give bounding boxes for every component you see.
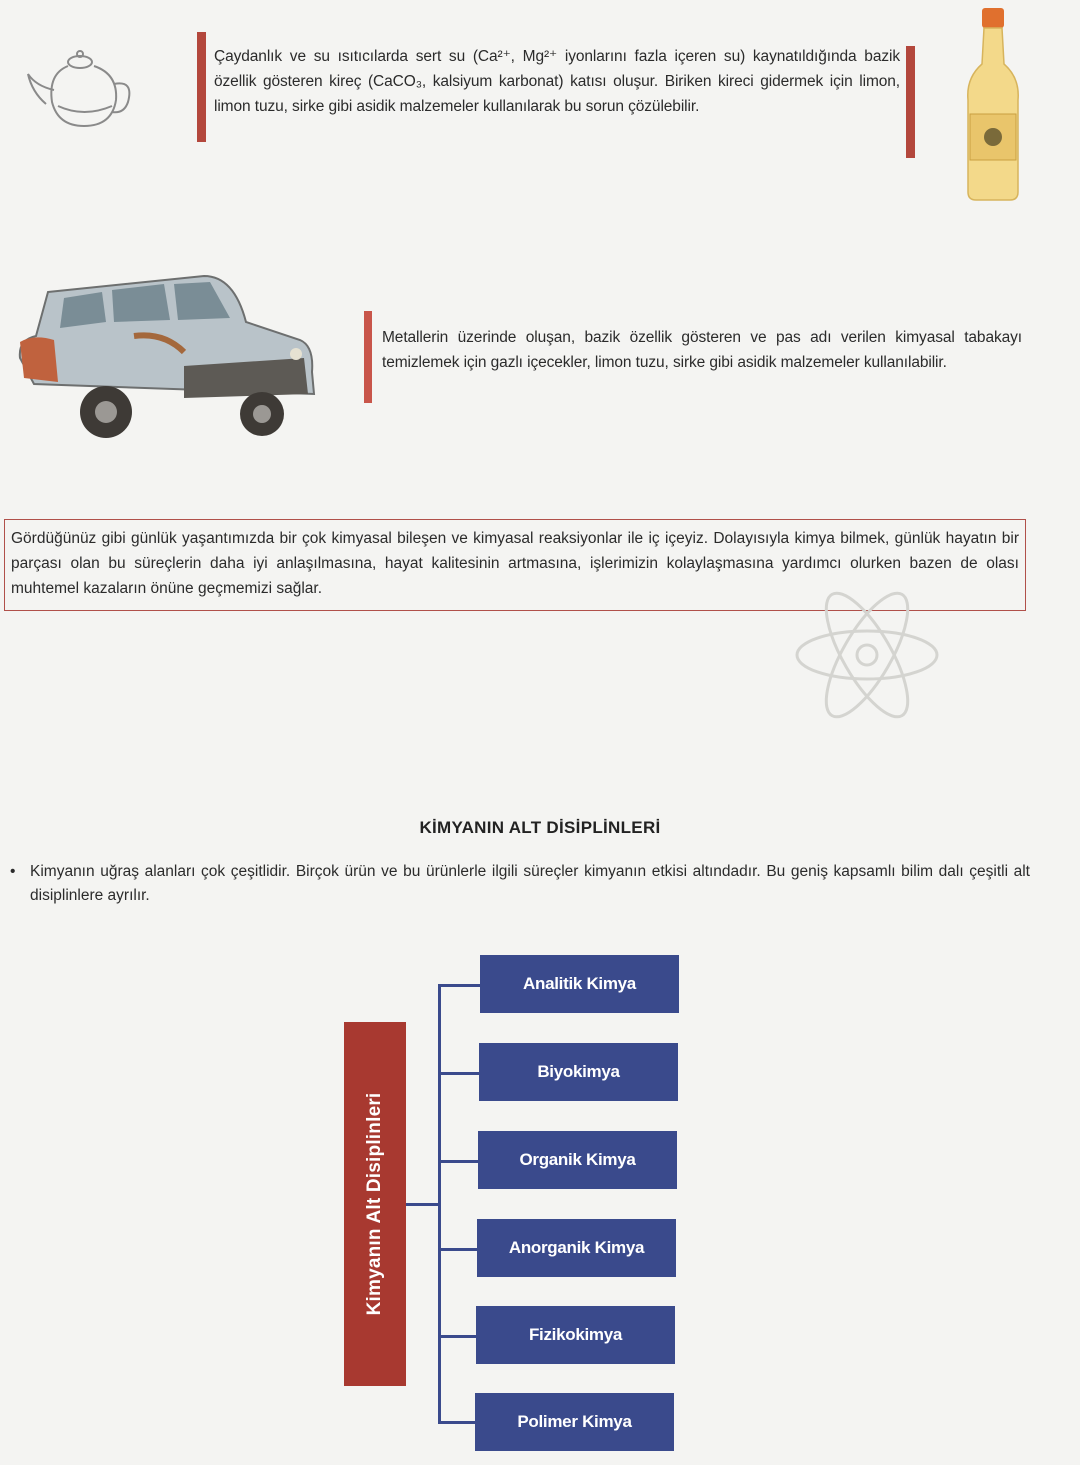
diagram-branch-line [438,984,480,987]
atom-watermark-icon [792,570,942,740]
diagram-branch-line [438,1160,480,1163]
diagram-node-biyokimya: Biyokimya [479,1043,678,1101]
diagram-connector-horizontal [406,1203,440,1206]
section-intro [10,860,1030,908]
diagram-connector-vertical [438,984,441,1424]
diagram-node-analitik-kimya: Analitik Kimya [480,955,679,1013]
section-title: KİMYANIN ALT DİSİPLİNLERİ [419,818,661,837]
rusty-car-illustration [14,262,319,452]
diagram-node-fizikokimya: Fizikokimya [476,1306,675,1364]
kettle-note-text: Çaydanlık ve su ısıtıcılarda sert su (Ca²⁺, Mg²⁺ iyonlarını fazla içeren su) kaynatıldığında bazik özellik gösteren kireç (CaCO₃, kalsiyum karbonat) katısı oluşur. Biriken kireci gidermek için limon, limon tuzu, sirke gibi asidik malzemeler kullanılarak bu sorun çözülebilir. [214,48,900,115]
bullet-marker: • [10,863,16,880]
diagram-branch-line [438,1072,480,1075]
summary-box: Gördüğünüz gibi günlük yaşantımızda bir çok kimyasal bileşen ve kimyasal reaksiyonlar ile iç içeyiz. Dolayısıyla kimya bilmek, günlük hayatın bir parçası olan bu süreçlerin daha iyi anlaşılmasına, hayat kalitesinin artmasına, işlerimizin kolaylaşmasına yardımcı olurken bazen de olası muhtemel kazaların önüne geçmemizi sağlar. [4,519,1026,611]
diagram-branch-line [438,1421,480,1424]
rust-note-text: Metallerin üzerinde oluşan, bazik özellik gösteren ve pas adı verilen kimyasal tabakayı temizlemek için gazlı içecekler, limon tuzu, sirke gibi asidik malzemeler kullanılabilir. [382,329,1022,371]
diagram-branch-line [438,1248,480,1251]
diagram-node-anorganik-kimya: Anorganik Kimya [477,1219,676,1277]
vinegar-bottle-illustration [962,4,1024,204]
section-intro-text: Kimyanın uğraş alanları çok çeşitlidir. Birçok ürün ve bu ürünlerle ilgili süreçler kimyanın etkisi altındadır. Bu geniş kapsamlı bilim dalı çeşitli alt disiplinlere ayrılır. [30,863,1030,904]
teapot-illustration [18,40,138,140]
rust-note-accent-bar [364,311,372,403]
note-accent-bar-right [906,46,915,158]
diagram-branch-line [438,1335,480,1338]
diagram-node-polimer-kimya: Polimer Kimya [475,1393,674,1451]
note-accent-bar [197,32,206,142]
diagram-node-organik-kimya: Organik Kimya [478,1131,677,1189]
diagram-root [344,1022,406,1386]
diagram-root-label: Kimyanın Alt Disiplinleri [364,1092,385,1316]
